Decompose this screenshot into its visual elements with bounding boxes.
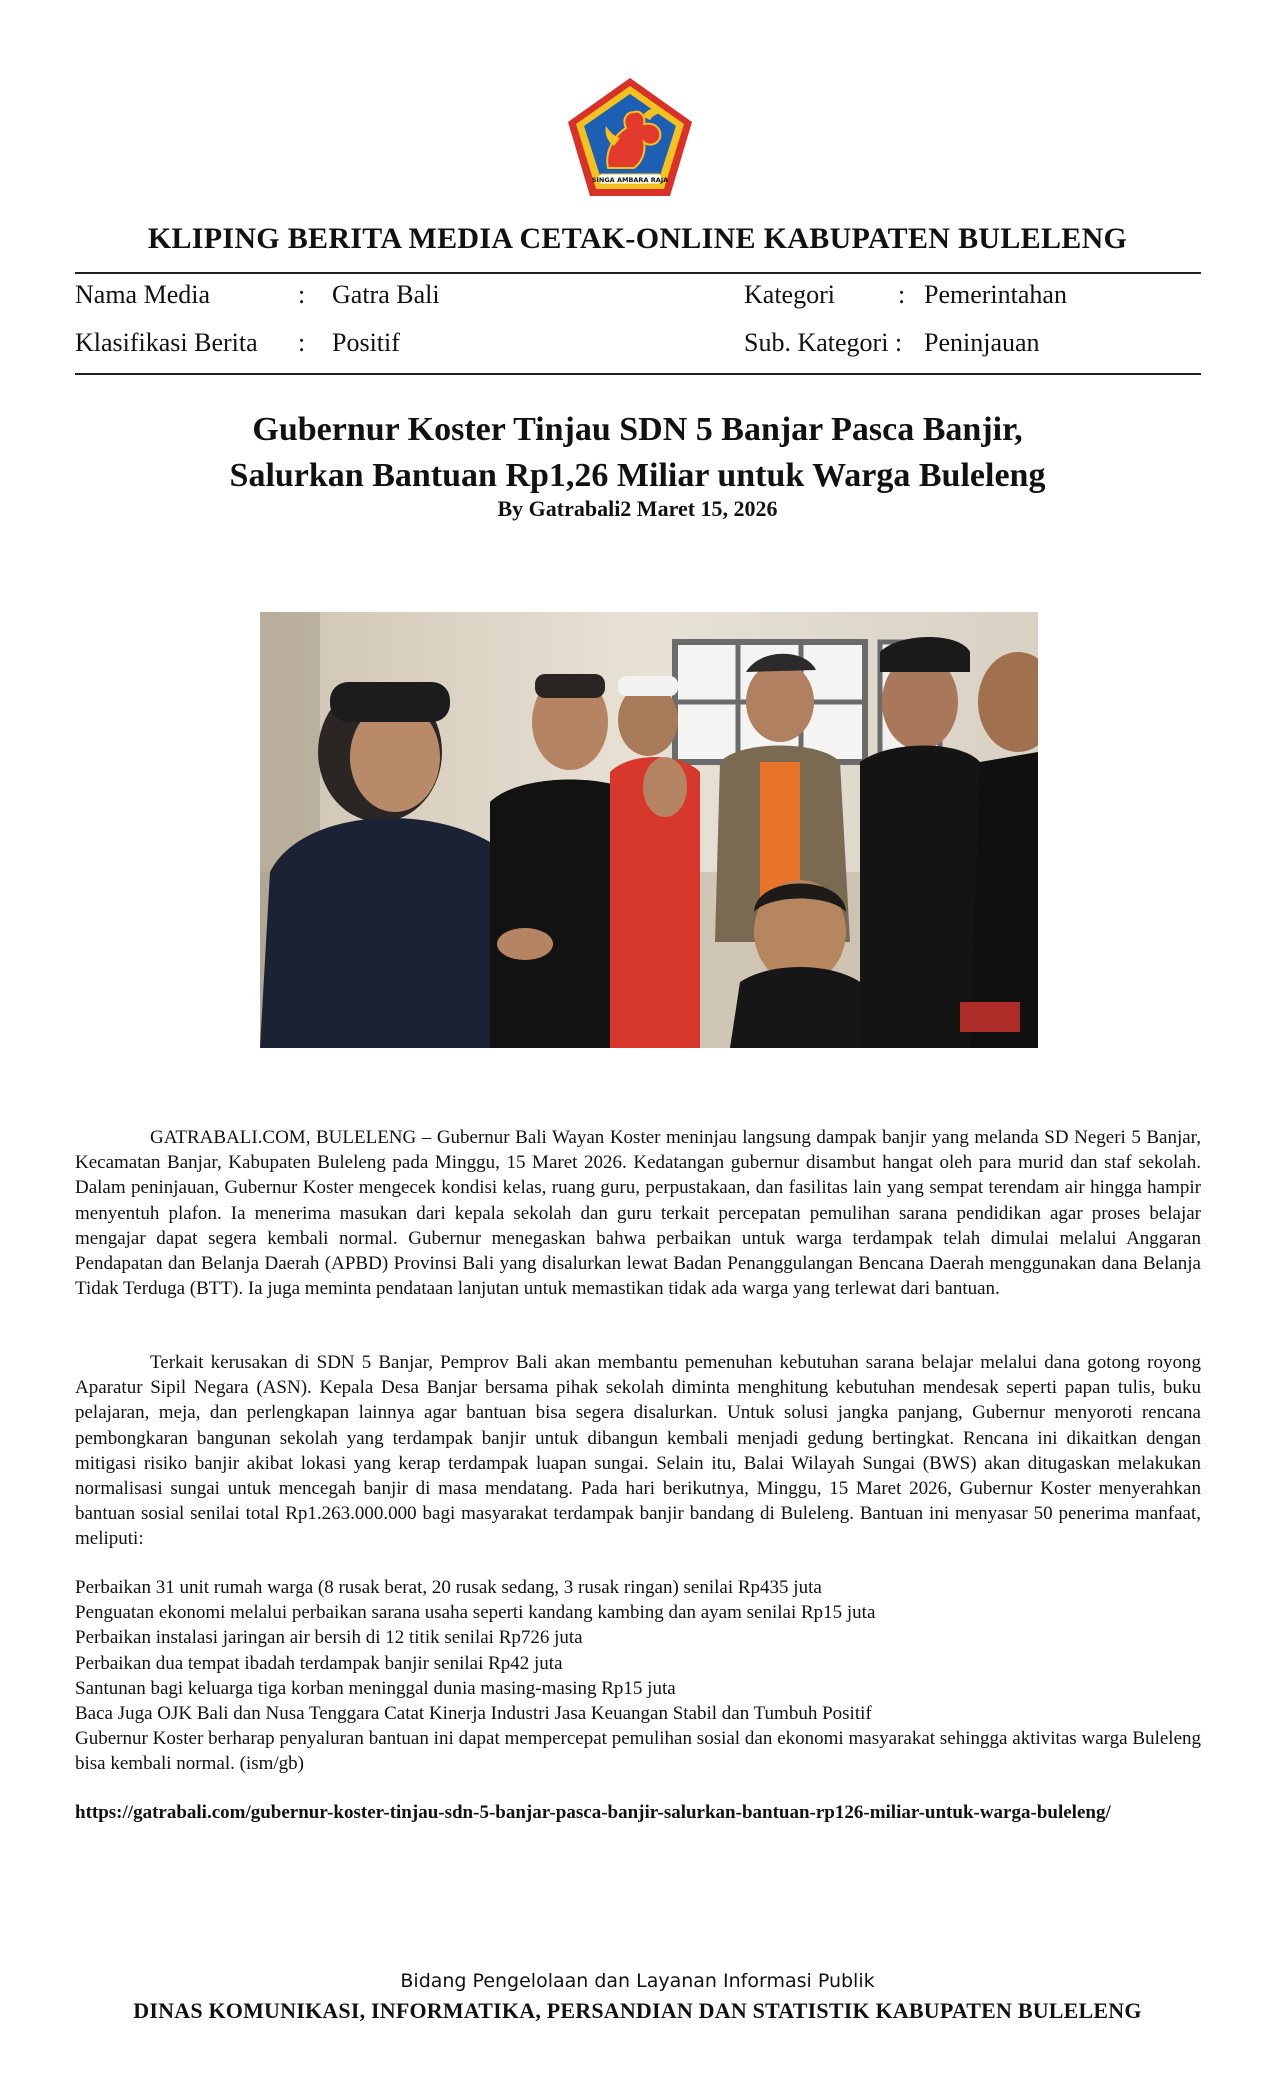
paragraph-1-text: GATRABALI.COM, BULELENG – Gubernur Bali Wayan Koster meninjau langsung dampak banjir yang melanda SD Negeri 5 Banjar, Kecamatan Banjar, Kabupaten Buleleng pada Minggu, 15 Maret 2026. Kedatangan gubernur disambut hangat oleh para murid dan staf sekolah. Dalam peninjauan, Gubernur Koster mengecek kondisi kelas, ruang guru, perpustakaan, dan fasilitas lain yang sempat terendam air hingga hampir menyentuh plafon. Ia menerima masukan dari kepala sekolah dan guru terkait percepatan pemulihan sarana pendidikan agar proses belajar mengajar dapat segera kembali normal. Gubernur menegaskan bahwa perbaikan untuk warga terdampak telah dimulai melalui Anggaran Pendapatan dan Belanja Daerah (APBD) Provinsi Bali yang disalurkan lewat Badan Penanggulangan Bencana Daerah menggunakan dana Belanja Tidak Terduga (BTT). Ia juga meminta pendataan lanjutan untuk memastikan tidak ada warga yang terlewat dari bantuan. xyxy=(75,1127,1201,1300)
article-paragraph-2 xyxy=(75,1350,1201,1552)
list-item: Perbaikan instalasi jaringan air bersih di 12 titik senilai Rp726 juta xyxy=(75,1627,583,1649)
paragraph-2-text: Terkait kerusakan di SDN 5 Banjar, Pemprov Bali akan membantu pemenuhan kebutuhan sarana belajar melalui dana gotong royong Aparatur Sipil Negara (ASN). Kepala Desa Banjar bersama pihak sekolah diminta menghitung kebutuhan mendesak seperti papan tulis, buku pelajaran, meja, dan perlengkapan lainnya agar bantuan bisa segera disalurkan. Untuk solusi jangka panjang, Gubernur menyoroti rencana pembongkaran bangunan sekolah yang terdampak banjir untuk dibangun kembali menjadi gedung bertingkat. Rencana ini dikaitkan dengan mitigasi risiko banjir akibat lokasi yang kerap terdampak luapan sungai. Selain itu, Balai Wilayah Sungai (BWS) akan ditugaskan melakukan normalisasi sungai untuk mencegah banjir di masa mendatang. Pada hari berikutnya, Minggu, 15 Maret 2026, Gubernur Koster menyerahkan bantuan sosial senilai total Rp1.263.000.000 bagi masyarakat terdampak banjir bandang di Buleleng. Bantuan ini menyasar 50 penerima manfaat, meliputi: xyxy=(75,1352,1201,1550)
header-divider-top xyxy=(75,272,1201,274)
media-value: Gatra Bali xyxy=(332,280,440,309)
media-colon: : xyxy=(298,280,306,309)
footer-agency: DINAS KOMUNIKASI, INFORMATIKA, PERSANDIAN DAN STATISTIK KABUPATEN BULELENG xyxy=(133,1998,1142,2023)
article-headline xyxy=(0,407,1275,499)
crest-emblem xyxy=(564,76,696,198)
headline-line-1: Gubernur Koster Tinjau SDN 5 Banjar Pasca Banjir, xyxy=(252,411,1023,448)
crest-motto: SINGA AMBARA RAJA xyxy=(591,176,669,184)
list-item: Santunan bagi keluarga tiga korban meninggal dunia masing-masing Rp15 juta xyxy=(75,1677,676,1699)
buleleng-crest-icon xyxy=(564,76,696,198)
article-paragraph-1 xyxy=(75,1125,1201,1301)
kategori-colon: : xyxy=(898,280,906,309)
footer-department: Bidang Pengelolaan dan Layanan Informasi Publik xyxy=(400,1970,875,1992)
media-label: Nama Media xyxy=(75,280,211,309)
headline-line-2: Salurkan Bantuan Rp1,26 Miliar untuk Warga Buleleng xyxy=(229,457,1046,494)
aid-list xyxy=(75,1575,1201,1777)
subkategori-value: Peninjauan xyxy=(924,328,1040,357)
klasifikasi-value: Positif xyxy=(332,328,400,357)
list-item: Perbaikan 31 unit rumah warga (8 rusak berat, 20 rusak sedang, 3 rusak ringan) senilai Rp435 juta xyxy=(75,1577,822,1598)
kategori-label: Kategori xyxy=(744,280,835,309)
klasifikasi-colon: : xyxy=(298,328,306,357)
source-url-link[interactable]: https://gatrabali.com/gubernur-koster-tinjau-sdn-5-banjar-pasca-banjir-salurkan-bantuan-rp126-miliar-untuk-warga-buleleng/ xyxy=(75,1802,1111,1823)
header-divider-bottom xyxy=(75,373,1201,375)
read-also-link[interactable]: Baca Juga OJK Bali dan Nusa Tenggara Catat Kinerja Industri Jasa Keuangan Stabil dan Tumbuh Positif xyxy=(75,1703,872,1725)
klasifikasi-label: Klasifikasi Berita xyxy=(75,328,258,357)
article-photo xyxy=(260,612,1038,1048)
list-item: Penguatan ekonomi melalui perbaikan sarana usaha seperti kandang kambing dan ayam senilai Rp15 juta xyxy=(75,1602,876,1624)
list-item: Perbaikan dua tempat ibadah terdampak banjir senilai Rp42 juta xyxy=(75,1652,563,1674)
page-title: KLIPING BERITA MEDIA CETAK-ONLINE KABUPATEN BULELENG xyxy=(147,222,1128,255)
article-byline: By Gatrabali2 Maret 15, 2026 xyxy=(497,496,778,521)
kategori-value: Pemerintahan xyxy=(924,280,1067,309)
closing-paragraph: Gubernur Koster berharap penyaluran bantuan ini dapat mempercepat pemulihan sosial dan ekonomi masyarakat sehingga aktivitas warga Buleleng bisa kembali normal. (ism/gb) xyxy=(75,1728,1201,1775)
subkategori-label: Sub. Kategori : xyxy=(744,328,903,357)
photo-scene xyxy=(260,612,1038,1048)
